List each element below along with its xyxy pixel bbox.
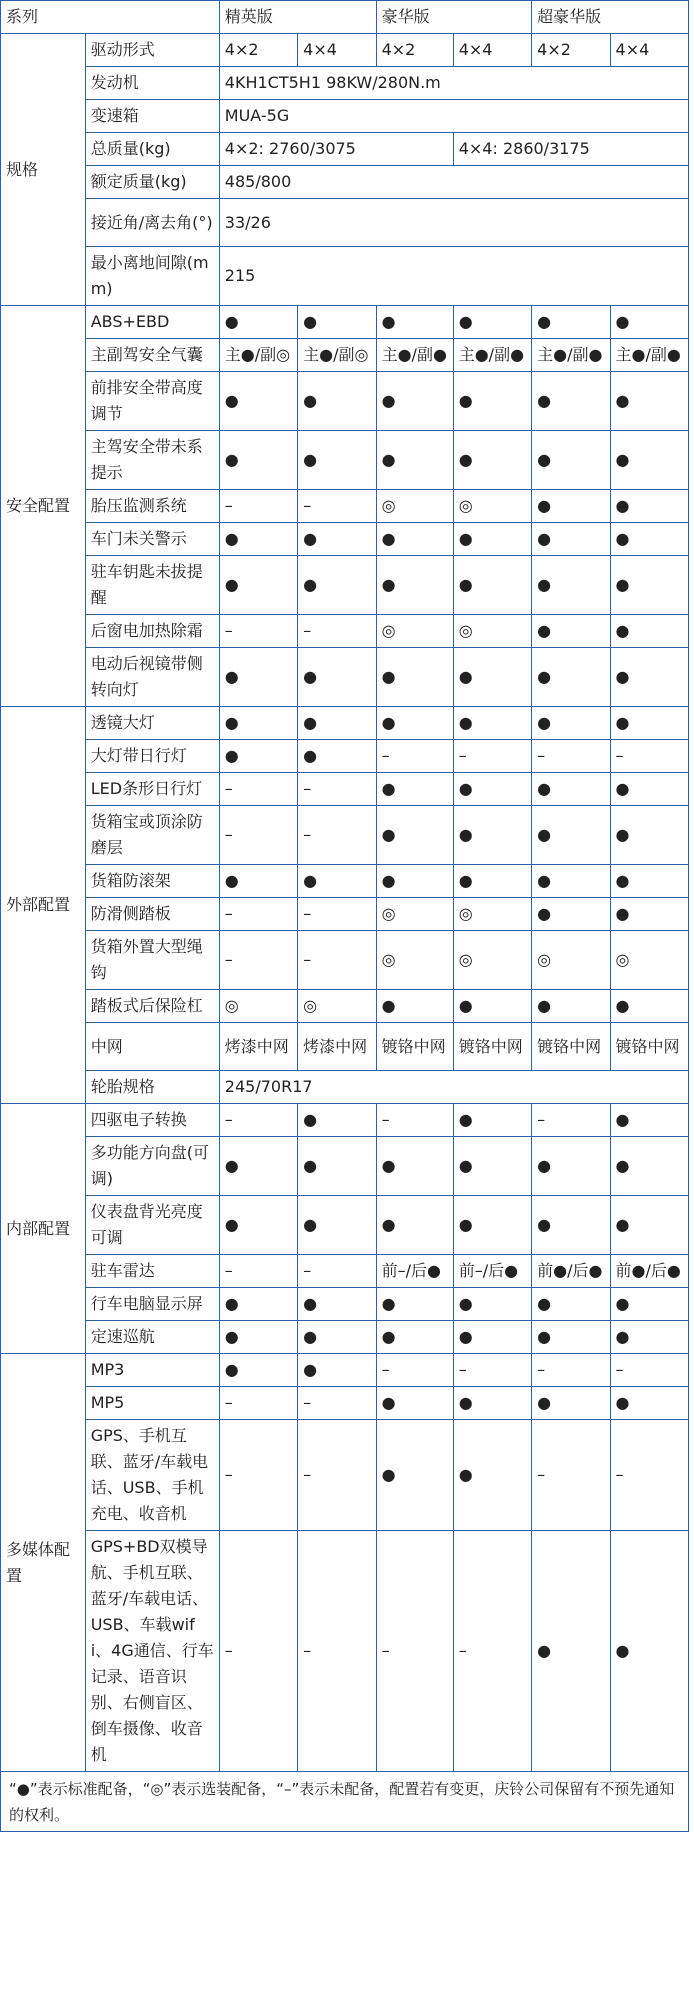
value-cell: ● <box>219 556 297 615</box>
value-cell: ● <box>298 372 376 431</box>
value-cell: ● <box>219 707 297 740</box>
value-cell: ● <box>298 865 376 898</box>
table-row <box>1 199 689 247</box>
value-cell: ● <box>453 990 531 1023</box>
value-cell: ● <box>453 1104 531 1137</box>
table-row <box>1 648 689 707</box>
value-cell: ● <box>376 556 453 615</box>
table-row <box>1 372 689 431</box>
value-cell: ● <box>219 1288 297 1321</box>
item-label: 多功能方向盘(可调) <box>85 1137 219 1196</box>
value-cell: ● <box>298 1137 376 1196</box>
value-cell: ● <box>376 990 453 1023</box>
item-label: 变速箱 <box>85 100 219 133</box>
value-cell: 33/26 <box>219 199 688 247</box>
value-cell: ● <box>532 372 610 431</box>
value-cell: ● <box>298 306 376 339</box>
value-cell: 245/70R17 <box>219 1071 688 1104</box>
value-cell: 烤漆中网 <box>219 1023 297 1071</box>
section-label: 多媒体配置 <box>1 1354 86 1772</box>
item-label: 车门未关警示 <box>85 523 219 556</box>
table-row <box>1 67 689 100</box>
value-cell: – <box>219 1255 297 1288</box>
item-label: 行车电脑显示屏 <box>85 1288 219 1321</box>
item-label: 发动机 <box>85 67 219 100</box>
table-row <box>1 431 689 490</box>
table-row <box>1 707 689 740</box>
table-row <box>1 615 689 648</box>
value-cell: ● <box>453 523 531 556</box>
table-row <box>1 865 689 898</box>
item-label: 驻车钥匙未拔提醒 <box>85 556 219 615</box>
value-cell: ● <box>376 1420 453 1531</box>
value-cell: MUA-5G <box>219 100 688 133</box>
item-label: 总质量(kg) <box>85 133 219 166</box>
table-row <box>1 523 689 556</box>
value-cell: ● <box>532 707 610 740</box>
value-cell: ● <box>298 1104 376 1137</box>
table-row <box>1 1023 689 1071</box>
value-cell: ◎ <box>453 931 531 990</box>
value-cell: ● <box>453 1387 531 1420</box>
item-label: 主副驾安全气囊 <box>85 339 219 372</box>
value-cell: 主●/副● <box>610 339 688 372</box>
value-cell: – <box>219 1420 297 1531</box>
value-cell: – <box>298 898 376 931</box>
item-label: 驻车雷达 <box>85 1255 219 1288</box>
value-cell: ● <box>532 306 610 339</box>
item-label: ABS+EBD <box>85 306 219 339</box>
legend-note: “●”表示标准配备，“◎”表示选装配备，“–”表示未配备，配置若有变更，庆铃公司保留有不预先通知的权利。 <box>0 1772 689 1832</box>
item-label: 踏板式后保险杠 <box>85 990 219 1023</box>
value-cell: ◎ <box>376 615 453 648</box>
value-cell: ● <box>453 707 531 740</box>
value-cell: 485/800 <box>219 166 688 199</box>
value-cell: ● <box>532 1196 610 1255</box>
item-label: 大灯带日行灯 <box>85 740 219 773</box>
value-cell: – <box>219 615 297 648</box>
table-row <box>1 1255 689 1288</box>
item-label: 四驱电子转换 <box>85 1104 219 1137</box>
value-cell: 4×2 <box>376 34 453 67</box>
table-row <box>1 931 689 990</box>
item-label: 货箱防滚架 <box>85 865 219 898</box>
value-cell: ◎ <box>532 931 610 990</box>
table-row <box>1 133 689 166</box>
value-cell: ● <box>532 648 610 707</box>
item-label: 货箱外置大型绳钩 <box>85 931 219 990</box>
value-cell: ● <box>219 865 297 898</box>
value-cell: ● <box>298 1196 376 1255</box>
table-row <box>1 1104 689 1137</box>
section-label: 内部配置 <box>1 1104 86 1354</box>
value-cell: – <box>376 1531 453 1772</box>
value-cell: – <box>298 615 376 648</box>
value-cell: ● <box>532 898 610 931</box>
value-cell: 烤漆中网 <box>298 1023 376 1071</box>
value-cell: ● <box>453 806 531 865</box>
value-cell: ● <box>453 1196 531 1255</box>
value-cell: ● <box>219 523 297 556</box>
table-row <box>1 1196 689 1255</box>
value-cell: – <box>298 773 376 806</box>
value-cell: ● <box>532 806 610 865</box>
value-cell: – <box>532 1420 610 1531</box>
value-cell: ● <box>219 1196 297 1255</box>
value-cell: ● <box>376 1387 453 1420</box>
value-cell: – <box>532 1104 610 1137</box>
value-cell: – <box>298 490 376 523</box>
value-cell: 4×4 <box>298 34 376 67</box>
value-cell: ● <box>610 431 688 490</box>
value-cell: ● <box>453 556 531 615</box>
item-label: 防滑侧踏板 <box>85 898 219 931</box>
table-row <box>1 100 689 133</box>
value-cell: ● <box>219 648 297 707</box>
value-cell: 主●/副● <box>453 339 531 372</box>
value-cell: ● <box>610 372 688 431</box>
value-cell: ● <box>532 773 610 806</box>
value-cell: 主●/副◎ <box>219 339 297 372</box>
value-cell: – <box>610 1354 688 1387</box>
value-cell: 主●/副● <box>376 339 453 372</box>
value-cell: – <box>298 931 376 990</box>
header-super-luxury: 超豪华版 <box>532 1 689 34</box>
value-cell: ● <box>610 1531 688 1772</box>
value-cell: ● <box>453 1288 531 1321</box>
table-row <box>1 1137 689 1196</box>
value-cell: 镀铬中网 <box>376 1023 453 1071</box>
value-cell: 前–/后● <box>453 1255 531 1288</box>
table-row <box>1 990 689 1023</box>
value-cell: ● <box>610 1104 688 1137</box>
item-label: 前排安全带高度调节 <box>85 372 219 431</box>
item-label: 胎压监测系统 <box>85 490 219 523</box>
value-cell: ◎ <box>376 898 453 931</box>
item-label: 中网 <box>85 1023 219 1071</box>
spec-table-body <box>1 1 689 1772</box>
value-cell: ● <box>610 707 688 740</box>
value-cell: – <box>219 773 297 806</box>
value-cell: ● <box>532 615 610 648</box>
value-cell: ◎ <box>219 990 297 1023</box>
value-cell: ● <box>532 523 610 556</box>
value-cell: ● <box>610 1288 688 1321</box>
value-cell: ● <box>376 806 453 865</box>
value-cell: 4×2: 2760/3075 <box>219 133 453 166</box>
value-cell: – <box>298 1255 376 1288</box>
value-cell: ● <box>610 1137 688 1196</box>
value-cell: ● <box>219 740 297 773</box>
value-cell: ● <box>532 556 610 615</box>
value-cell: 前●/后● <box>610 1255 688 1288</box>
table-row <box>1 490 689 523</box>
value-cell: – <box>219 1387 297 1420</box>
value-cell: – <box>298 1531 376 1772</box>
table-row <box>1 1387 689 1420</box>
table-row <box>1 166 689 199</box>
value-cell: ● <box>219 372 297 431</box>
value-cell: – <box>453 1531 531 1772</box>
value-cell: ● <box>453 306 531 339</box>
value-cell: – <box>610 740 688 773</box>
value-cell: 4×2 <box>532 34 610 67</box>
value-cell: 主●/副◎ <box>298 339 376 372</box>
item-label: 后窗电加热除霜 <box>85 615 219 648</box>
value-cell: – <box>610 1420 688 1531</box>
value-cell: ● <box>376 431 453 490</box>
value-cell: ● <box>453 648 531 707</box>
item-label: MP3 <box>85 1354 219 1387</box>
value-cell: ● <box>610 990 688 1023</box>
value-cell: 4×4: 2860/3175 <box>453 133 688 166</box>
item-label: 轮胎规格 <box>85 1071 219 1104</box>
value-cell: ● <box>610 773 688 806</box>
value-cell: – <box>453 740 531 773</box>
value-cell: 4KH1CT5H1 98KW/280N.m <box>219 67 688 100</box>
table-row <box>1 339 689 372</box>
table-row <box>1 806 689 865</box>
value-cell: ● <box>453 431 531 490</box>
value-cell: ● <box>610 523 688 556</box>
value-cell: ● <box>298 556 376 615</box>
value-cell: ● <box>376 372 453 431</box>
table-row <box>1 247 689 306</box>
header-luxury: 豪华版 <box>376 1 532 34</box>
value-cell: ● <box>376 865 453 898</box>
table-row <box>1 1321 689 1354</box>
value-cell: ● <box>532 990 610 1023</box>
value-cell: ● <box>532 1288 610 1321</box>
value-cell: 4×4 <box>610 34 688 67</box>
value-cell: – <box>219 898 297 931</box>
item-label: 额定质量(kg) <box>85 166 219 199</box>
section-label: 规格 <box>1 34 86 306</box>
value-cell: ● <box>453 372 531 431</box>
item-label: 接近角/离去角(°) <box>85 199 219 247</box>
value-cell: ◎ <box>453 490 531 523</box>
value-cell: ● <box>610 1321 688 1354</box>
value-cell: – <box>532 1354 610 1387</box>
value-cell: – <box>219 1104 297 1137</box>
value-cell: ● <box>219 1137 297 1196</box>
value-cell: 前●/后● <box>532 1255 610 1288</box>
item-label: 驱动形式 <box>85 34 219 67</box>
value-cell: ◎ <box>376 490 453 523</box>
value-cell: 镀铬中网 <box>453 1023 531 1071</box>
value-cell: ● <box>376 1288 453 1321</box>
value-cell: ● <box>298 523 376 556</box>
value-cell: ● <box>298 648 376 707</box>
value-cell: ◎ <box>453 615 531 648</box>
table-row <box>1 34 689 67</box>
value-cell: ● <box>532 1137 610 1196</box>
table-row <box>1 306 689 339</box>
item-label: 主驾安全带未系提示 <box>85 431 219 490</box>
value-cell: ● <box>298 431 376 490</box>
item-label: GPS+BD双模导航、手机互联、蓝牙/车载电话、USB、车载wifi、4G通信、行车记录、语音识别、右侧盲区、倒车摄像、收音机 <box>85 1531 219 1772</box>
value-cell: ● <box>610 806 688 865</box>
item-label: 定速巡航 <box>85 1321 219 1354</box>
value-cell: ● <box>453 865 531 898</box>
value-cell: ● <box>298 740 376 773</box>
value-cell: – <box>298 1420 376 1531</box>
section-label: 安全配置 <box>1 306 86 707</box>
value-cell: – <box>376 740 453 773</box>
value-cell: – <box>453 1354 531 1387</box>
value-cell: ● <box>376 1321 453 1354</box>
value-cell: ● <box>376 648 453 707</box>
value-cell: ● <box>532 431 610 490</box>
table-row <box>1 1071 689 1104</box>
value-cell: ● <box>532 490 610 523</box>
value-cell: ● <box>453 1321 531 1354</box>
value-cell: – <box>532 740 610 773</box>
item-label: LED条形日行灯 <box>85 773 219 806</box>
value-cell: – <box>376 1104 453 1137</box>
value-cell: ● <box>610 865 688 898</box>
value-cell: ● <box>453 1137 531 1196</box>
value-cell: ● <box>453 773 531 806</box>
value-cell: ● <box>532 1321 610 1354</box>
table-row <box>1 898 689 931</box>
value-cell: ● <box>298 1354 376 1387</box>
value-cell: ● <box>610 615 688 648</box>
item-label: GPS、手机互联、蓝牙/车载电话、USB、手机充电、收音机 <box>85 1420 219 1531</box>
value-cell: ● <box>610 1387 688 1420</box>
value-cell: ● <box>610 898 688 931</box>
value-cell: – <box>219 490 297 523</box>
value-cell: ● <box>610 490 688 523</box>
value-cell: – <box>298 1387 376 1420</box>
value-cell: 215 <box>219 247 688 306</box>
value-cell: – <box>376 1354 453 1387</box>
table-row <box>1 1420 689 1531</box>
value-cell: ● <box>532 865 610 898</box>
section-label: 外部配置 <box>1 707 86 1104</box>
item-label: 电动后视镜带侧转向灯 <box>85 648 219 707</box>
value-cell: – <box>219 1531 297 1772</box>
value-cell: ◎ <box>610 931 688 990</box>
item-label: 透镜大灯 <box>85 707 219 740</box>
value-cell: 主●/副● <box>532 339 610 372</box>
value-cell: ● <box>610 648 688 707</box>
value-cell: ● <box>376 1137 453 1196</box>
value-cell: ● <box>298 1288 376 1321</box>
value-cell: ● <box>219 1321 297 1354</box>
value-cell: 4×2 <box>219 34 297 67</box>
value-cell: ● <box>532 1387 610 1420</box>
value-cell: ● <box>610 556 688 615</box>
item-label: 仪表盘背光亮度可调 <box>85 1196 219 1255</box>
value-cell: 前–/后● <box>376 1255 453 1288</box>
value-cell: ● <box>532 1531 610 1772</box>
value-cell: ◎ <box>376 931 453 990</box>
value-cell: ● <box>376 306 453 339</box>
value-cell: – <box>298 806 376 865</box>
item-label: 货箱宝或顶涂防磨层 <box>85 806 219 865</box>
header-row <box>1 1 689 34</box>
value-cell: ● <box>298 707 376 740</box>
value-cell: – <box>219 931 297 990</box>
value-cell: ● <box>610 306 688 339</box>
value-cell: ● <box>610 1196 688 1255</box>
value-cell: ● <box>376 707 453 740</box>
header-elite: 精英版 <box>219 1 376 34</box>
value-cell: ● <box>376 1196 453 1255</box>
value-cell: ● <box>219 1354 297 1387</box>
value-cell: – <box>219 806 297 865</box>
table-row <box>1 773 689 806</box>
value-cell: 镀铬中网 <box>610 1023 688 1071</box>
table-row <box>1 1354 689 1387</box>
value-cell: ● <box>298 1321 376 1354</box>
value-cell: ◎ <box>453 898 531 931</box>
table-row <box>1 1288 689 1321</box>
value-cell: ● <box>219 306 297 339</box>
item-label: MP5 <box>85 1387 219 1420</box>
header-series-label: 系列 <box>1 1 220 34</box>
value-cell: 4×4 <box>453 34 531 67</box>
value-cell: ● <box>376 523 453 556</box>
value-cell: ● <box>453 1420 531 1531</box>
value-cell: ◎ <box>298 990 376 1023</box>
table-row <box>1 1531 689 1772</box>
value-cell: 镀铬中网 <box>532 1023 610 1071</box>
table-row <box>1 556 689 615</box>
value-cell: ● <box>219 431 297 490</box>
item-label: 最小离地间隙(mm) <box>85 247 219 306</box>
value-cell: ● <box>376 773 453 806</box>
table-row <box>1 740 689 773</box>
